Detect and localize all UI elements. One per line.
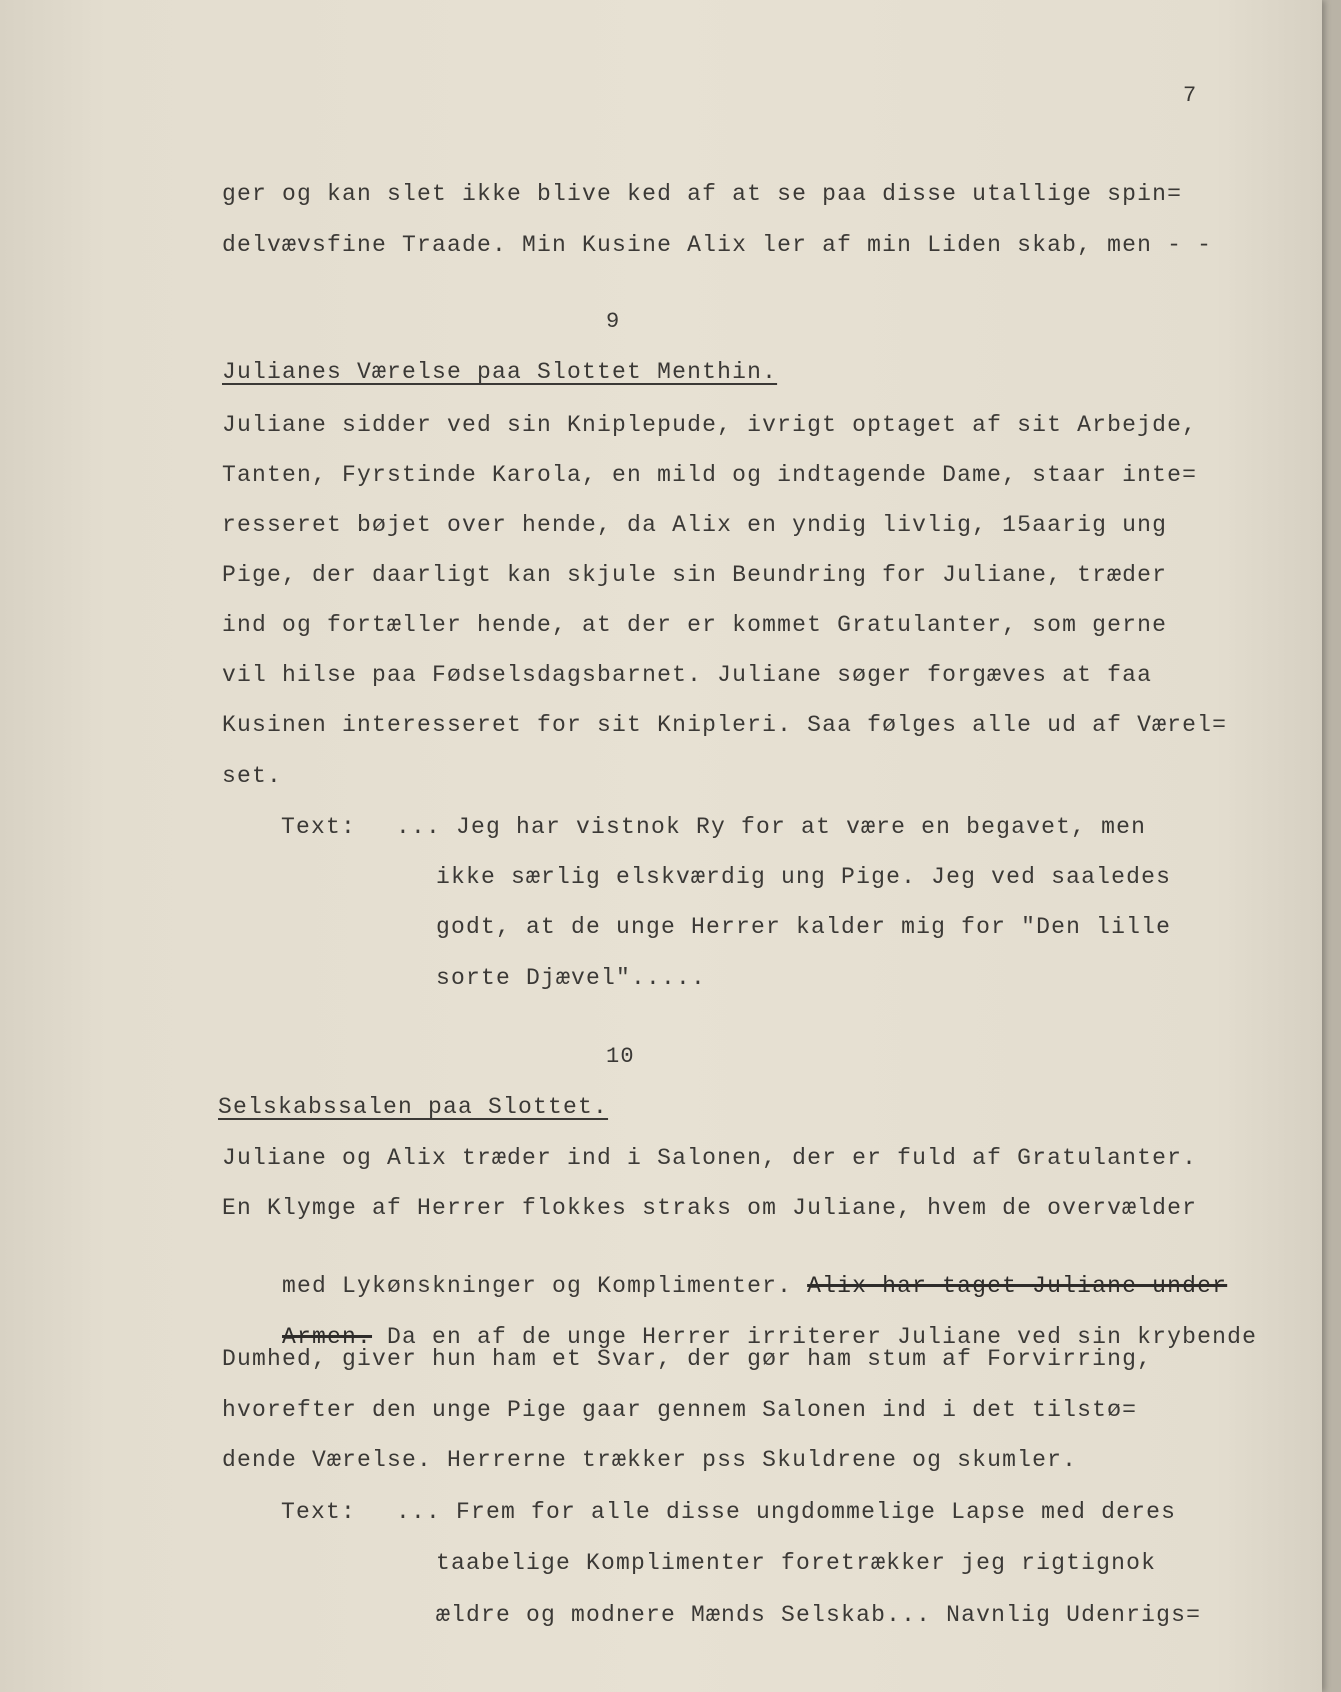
text-line: delvævsfine Traade. Min Kusine Alix ler af min Liden skab, men - -: [222, 232, 1213, 258]
scene-heading: Julianes Værelse paa Slottet Menthin.: [222, 359, 778, 385]
scene-heading: Selskabssalen paa Slottet.: [218, 1094, 609, 1120]
dialogue-line: godt, at de unge Herrer kalder mig for "Den lille: [436, 914, 1172, 940]
dialogue-line: ... Frem for alle disse ungdommelige Lapse med deres: [396, 1499, 1177, 1525]
dialogue-line: ikke særlig elskværdig ung Pige. Jeg ved saaledes: [436, 864, 1172, 890]
dialogue-line: ældre og modnere Mænds Selskab... Navnlig Udenrigs=: [436, 1602, 1202, 1628]
text-line: set.: [222, 763, 283, 789]
text-line: Kusinen interesseret for sit Knipleri. Saa følges alle ud af Værel=: [222, 712, 1228, 738]
dialogue-line: ... Jeg har vistnok Ry for at være en begavet, men: [396, 814, 1147, 840]
dialogue-line: taabelige Komplimenter foretrækker jeg rigtignok: [436, 1550, 1157, 1576]
text-line: Dumhed, giver hun ham et Svar, der gør ham stum af Forvirring,: [222, 1346, 1153, 1372]
text-line: resseret bøjet over hende, da Alix en yndig livlig, 15aarig ung: [222, 512, 1168, 538]
text-line: vil hilse paa Fødselsdagsbarnet. Juliane søger forgæves at faa: [222, 662, 1153, 688]
text-segment: Da en af de unge Herrer irriterer Juliane ved sin krybende: [372, 1324, 1258, 1350]
text-label: Text:: [281, 1499, 357, 1525]
struck-text: Armen.: [282, 1324, 373, 1350]
text-line: Juliane sidder ved sin Kniplepude, ivrigt optaget af sit Arbejde,: [222, 412, 1198, 438]
struck-text: Alix har taget Juliane under: [807, 1273, 1228, 1299]
scene-number: 10: [606, 1044, 635, 1069]
scene-number: 9: [606, 309, 621, 334]
text-line: En Klymge af Herrer flokkes straks om Juliane, hvem de overvælder: [222, 1195, 1198, 1221]
text-line: ger og kan slet ikke blive ked af at se paa disse utallige spin=: [222, 181, 1183, 207]
page-number: 7: [1183, 83, 1198, 108]
text-label: Text:: [281, 814, 357, 840]
text-line: hvorefter den unge Pige gaar gennem Salonen ind i det tilstø=: [222, 1397, 1138, 1423]
text-line: Pige, der daarligt kan skjule sin Beundring for Juliane, træder: [222, 562, 1168, 588]
dialogue-line: sorte Djævel".....: [436, 965, 707, 991]
text-line: ind og fortæller hende, at der er kommet Gratulanter, som gerne: [222, 612, 1168, 638]
text-line: Juliane og Alix træder ind i Salonen, der er fuld af Gratulanter.: [222, 1145, 1198, 1171]
text-line: Tanten, Fyrstinde Karola, en mild og indtagende Dame, staar inte=: [222, 462, 1198, 488]
text-line: dende Værelse. Herrerne trækker pss Skuldrene og skumler.: [222, 1447, 1078, 1473]
text-segment: med Lykønskninger og Komplimenter.: [282, 1273, 808, 1299]
